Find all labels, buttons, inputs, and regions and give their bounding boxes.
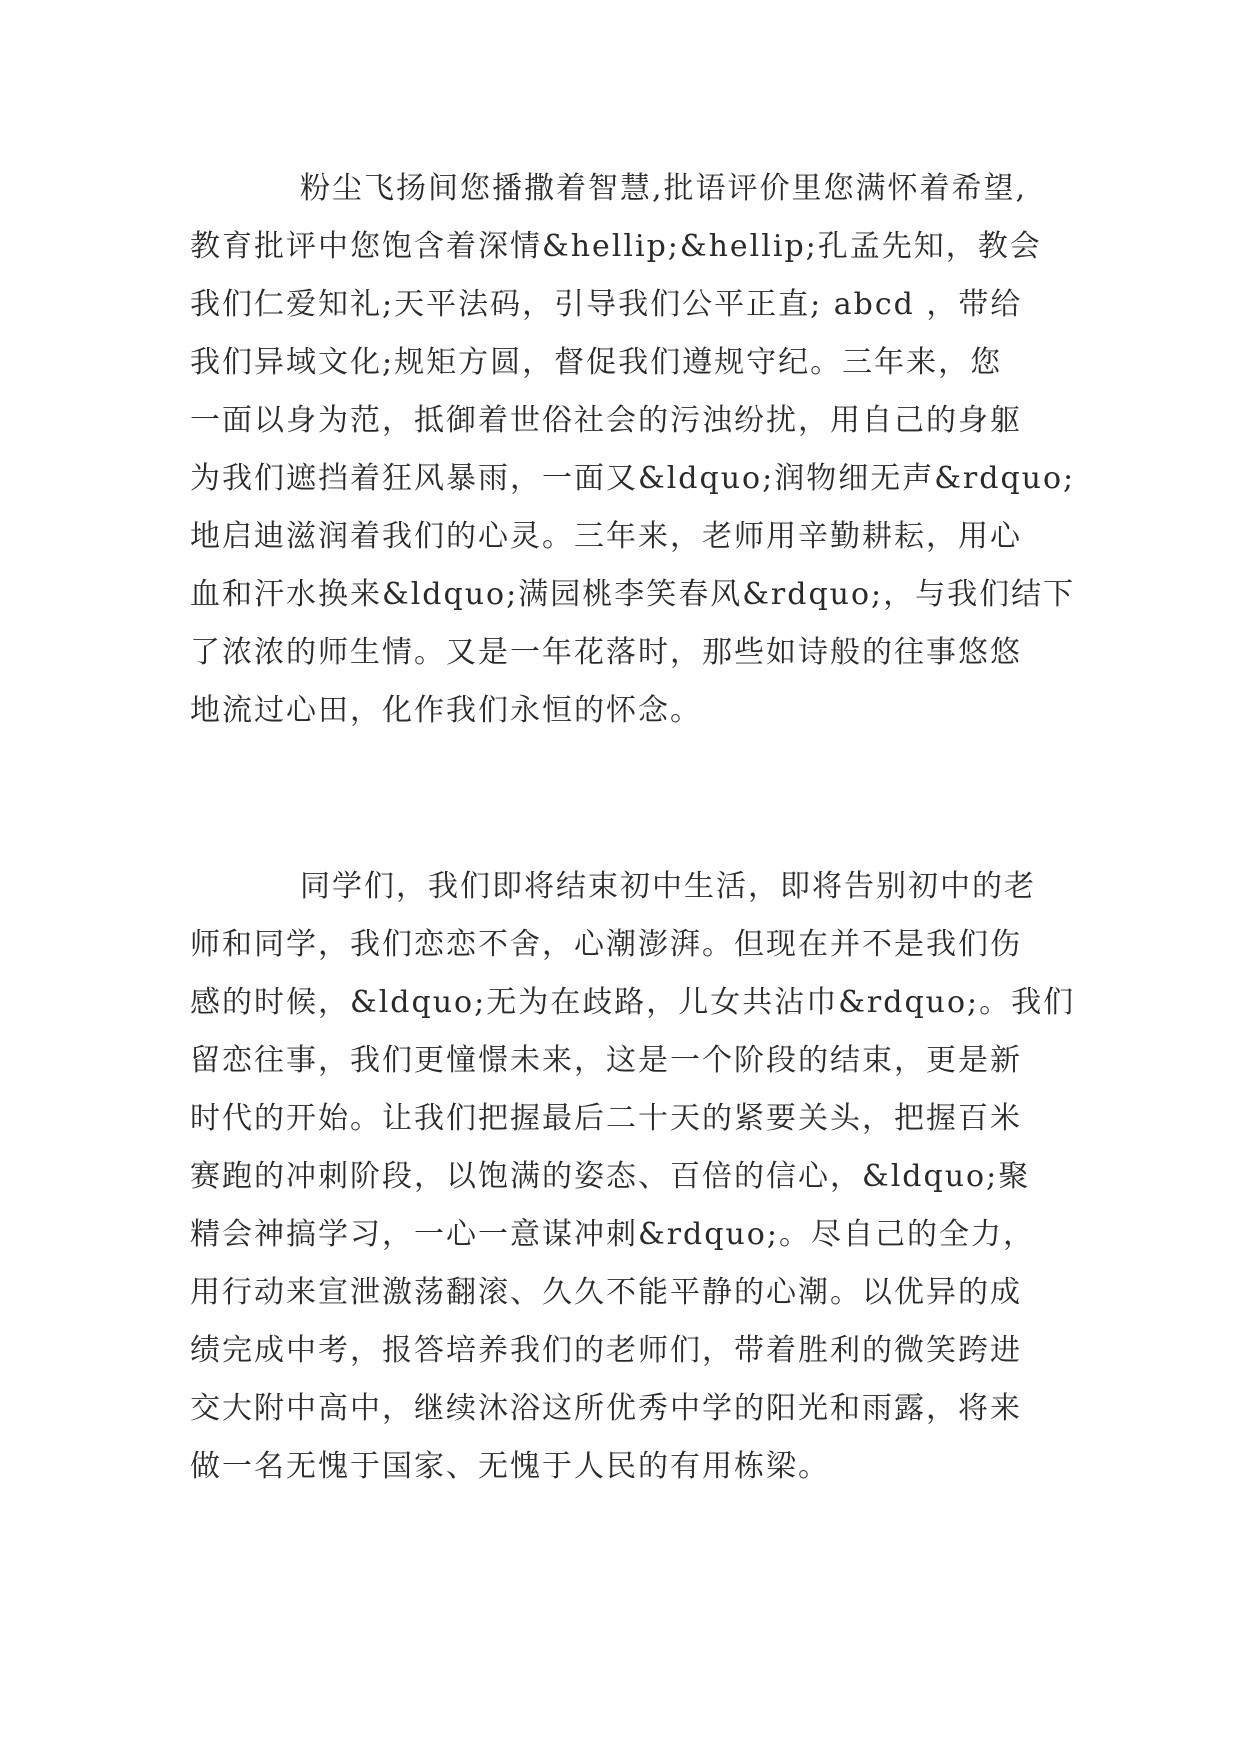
- paragraph-line: 血和汗水换来&ldquo;满园桃李笑春风&rdquo;，与我们结下: [190, 577, 1076, 612]
- paragraph-line: 交大附中高中，继续沐浴这所优秀中学的阳光和雨露，将来: [190, 1391, 1022, 1426]
- paragraph-line: 为我们遮挡着狂风暴雨，一面又&ldquo;润物细无声&rdquo;: [190, 461, 1076, 496]
- paragraph-line: 地启迪滋润着我们的心灵。三年来，老师用辛勤耕耘，用心: [190, 519, 1022, 554]
- paragraph-line: 我们异域文化;规矩方圆，督促我们遵规守纪。三年来，您: [190, 345, 1003, 380]
- paragraph-line: 粉尘飞扬间您播撒着智慧,批语评价里您满怀着希望,: [300, 171, 1028, 206]
- paragraph-line: 绩完成中考，报答培养我们的老师们，带着胜利的微笑跨进: [190, 1333, 1022, 1368]
- paragraph-line: 我们仁爱知礼;天平法码，引导我们公平正直; abcd ，带给: [190, 287, 1023, 322]
- paragraph-1: [190, 160, 1090, 740]
- paragraph-line: 师和同学，我们恋恋不舍，心潮澎湃。但现在并不是我们伤: [190, 927, 1022, 962]
- paragraph-line: 感的时候，&ldquo;无为在歧路，儿女共沾巾&rdquo;。我们: [190, 985, 1076, 1020]
- paragraph-line: 了浓浓的师生情。又是一年花落时，那些如诗般的往事悠悠: [190, 635, 1022, 670]
- paragraph-line: 同学们，我们即将结束初中生活，即将告别初中的老: [300, 869, 1036, 904]
- paragraph-2: [190, 858, 1090, 1496]
- paragraph-line: 教育批评中您饱含着深情&hellip;&hellip;孔孟先知，教会: [190, 229, 1042, 264]
- paragraph-line: 地流过心田，化作我们永恒的怀念。: [190, 693, 702, 728]
- paragraph-line: 用行动来宣泄激荡翻滚、久久不能平静的心潮。以优异的成: [190, 1275, 1022, 1310]
- paragraph-line: 一面以身为范，抵御着世俗社会的污浊纷扰，用自己的身躯: [190, 403, 1022, 438]
- paragraph-line: 赛跑的冲刺阶段，以饱满的姿态、百倍的信心，&ldquo;聚: [190, 1159, 1031, 1194]
- paragraph-line: 时代的开始。让我们把握最后二十天的紧要关头，把握百米: [190, 1101, 1022, 1136]
- paragraph-line: 做一名无愧于国家、无愧于人民的有用栋梁。: [190, 1449, 830, 1484]
- paragraph-line: 留恋往事，我们更憧憬未来，这是一个阶段的结束，更是新: [190, 1043, 1022, 1078]
- paragraph-line: 精会神搞学习，一心一意谋冲刺&rdquo;。尽自己的全力，: [190, 1217, 1035, 1252]
